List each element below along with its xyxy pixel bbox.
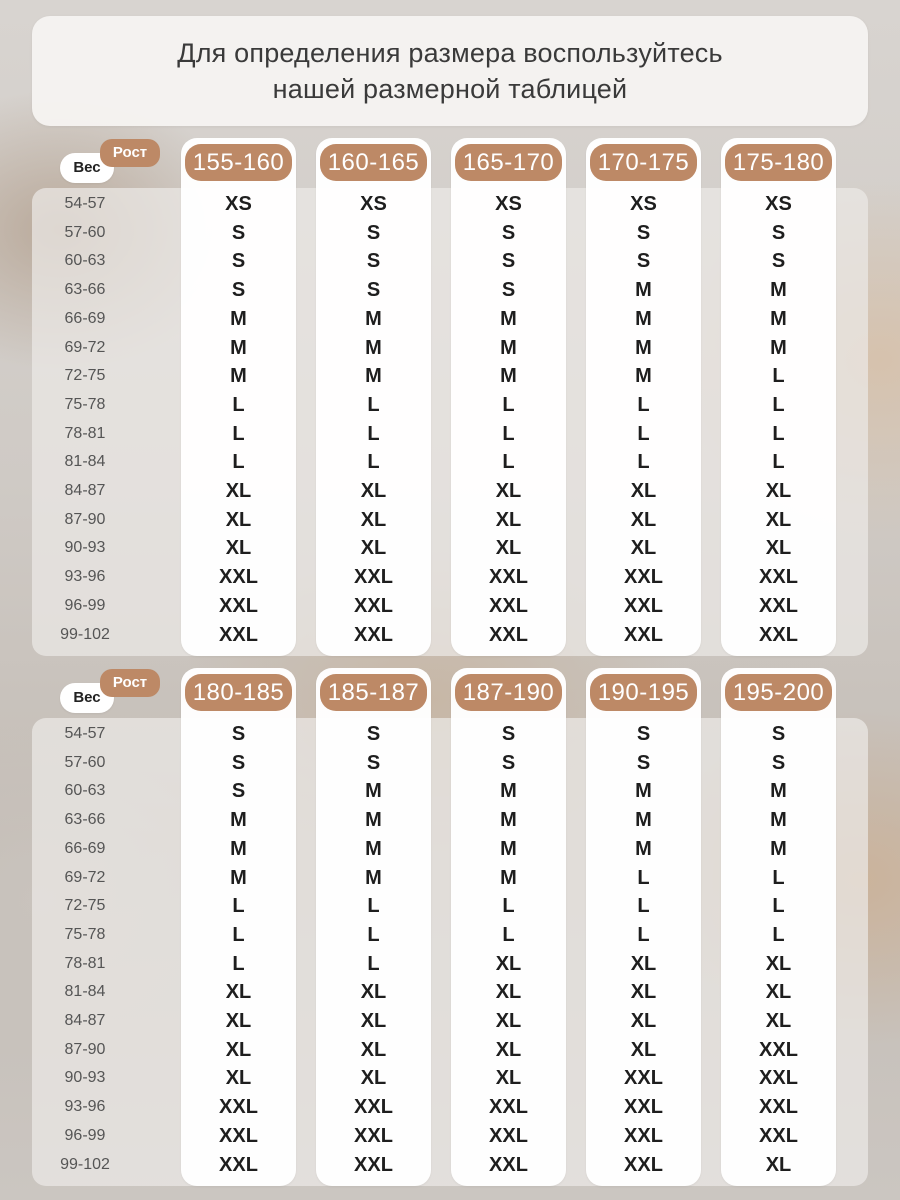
size-cell: S [366, 221, 381, 244]
size-cell: XXL [489, 566, 528, 589]
height-header-label: Рост [100, 669, 160, 697]
size-cell: L [637, 895, 650, 918]
size-cell: XXL [354, 1096, 393, 1119]
size-cell: S [771, 751, 786, 774]
size-column [586, 138, 701, 656]
size-cell: L [232, 923, 245, 946]
size-cell: L [232, 451, 245, 474]
weight-range-label: 93-96 [64, 568, 106, 586]
size-cell: XL [360, 1010, 387, 1032]
size-cell: S [501, 279, 516, 302]
weight-range-label: 75-78 [64, 925, 106, 943]
size-cell: L [637, 422, 650, 445]
size-cell: M [770, 809, 787, 832]
size-cell: XXL [624, 1067, 663, 1090]
size-cell: S [501, 250, 516, 273]
size-cell: XXL [759, 566, 798, 589]
weight-range-label: 84-87 [64, 1012, 106, 1029]
weight-header-label: Вес [60, 683, 114, 713]
size-column [316, 138, 431, 656]
weight-range-label: 72-75 [64, 897, 106, 915]
height-range-pill: 170-175 [590, 144, 697, 181]
size-cell: XL [630, 480, 657, 502]
size-cell: XL [630, 981, 657, 1004]
page-title [177, 35, 723, 107]
size-cell: XL [225, 480, 252, 502]
weight-range-label: 72-75 [64, 367, 106, 385]
size-cell: XL [630, 952, 657, 975]
size-cell: L [232, 952, 245, 975]
size-cell: M [365, 336, 382, 359]
size-cell: L [502, 422, 515, 445]
size-cell: S [771, 250, 786, 273]
size-cell: L [772, 895, 785, 918]
size-cell: XL [765, 480, 792, 502]
size-cell: XS [360, 193, 387, 215]
size-cell: M [500, 307, 517, 330]
weight-range-label: 66-69 [64, 839, 106, 857]
weight-range-label: 69-72 [64, 338, 106, 356]
size-cell: XS [630, 193, 657, 215]
size-cell: XL [225, 1038, 252, 1061]
size-cell: XL [495, 1010, 522, 1032]
size-cell: M [770, 837, 787, 860]
weight-range-label: 69-72 [64, 868, 106, 886]
size-cell: XL [360, 508, 387, 531]
size-cell: XL [225, 508, 252, 531]
weight-range-label: 78-81 [64, 954, 106, 972]
size-cell: XXL [759, 1096, 798, 1119]
weight-range-label: 54-57 [64, 725, 106, 742]
size-cell: XL [765, 952, 792, 975]
height-range-pill: 187-190 [455, 674, 562, 711]
size-cell: M [365, 780, 382, 803]
size-cell: XXL [354, 1153, 393, 1176]
size-cell: XL [765, 1153, 792, 1176]
size-cell: S [231, 279, 246, 302]
size-cell: M [635, 365, 652, 388]
size-cell: XL [225, 1067, 252, 1090]
size-cell: XL [495, 981, 522, 1004]
size-cell: S [771, 723, 786, 745]
weight-range-label: 81-84 [64, 453, 106, 471]
size-cell: XL [495, 1067, 522, 1090]
size-cell: S [231, 250, 246, 273]
size-column [451, 138, 566, 656]
size-cell: L [367, 952, 380, 975]
size-cell: L [772, 422, 785, 445]
weight-range-label: 75-78 [64, 395, 106, 413]
size-cell: XL [630, 1010, 657, 1032]
size-cell: XXL [759, 594, 798, 617]
size-cell: XL [630, 1038, 657, 1061]
size-cell: XL [765, 1010, 792, 1032]
size-cell: XXL [219, 566, 258, 589]
size-cell: M [500, 866, 517, 889]
weight-range-label: 57-60 [64, 223, 106, 241]
size-cell: L [772, 393, 785, 416]
size-cell: M [365, 307, 382, 330]
weight-range-label: 78-81 [64, 424, 106, 442]
size-cell: XL [630, 537, 657, 560]
size-cell: XL [360, 1038, 387, 1061]
size-cell: L [637, 451, 650, 474]
size-cell: XXL [489, 1096, 528, 1119]
size-cell: M [500, 809, 517, 832]
size-cell: XL [630, 508, 657, 531]
size-cell: XXL [489, 1153, 528, 1176]
size-cell: XXL [354, 594, 393, 617]
size-cell: XL [225, 537, 252, 560]
size-cell: M [230, 866, 247, 889]
size-column [181, 138, 296, 656]
size-cell: XXL [624, 1153, 663, 1176]
size-cell: S [636, 250, 651, 273]
weight-range-label: 60-63 [64, 782, 106, 800]
weight-range-label: 63-66 [64, 281, 106, 299]
size-cell: S [231, 780, 246, 803]
size-cell: XXL [219, 1153, 258, 1176]
size-cell: S [501, 751, 516, 774]
size-cell: XXL [354, 623, 393, 646]
size-cell: XL [225, 981, 252, 1004]
weight-range-label: 99-102 [60, 625, 110, 643]
size-column [316, 668, 431, 1186]
size-cell: M [770, 307, 787, 330]
size-cell: M [770, 279, 787, 302]
size-cell: XXL [219, 1124, 258, 1147]
size-cell: XXL [759, 1067, 798, 1090]
size-column [451, 668, 566, 1186]
height-range-pill: 185-187 [320, 674, 427, 711]
size-cell: L [637, 923, 650, 946]
size-cell: L [367, 451, 380, 474]
size-cell: S [771, 221, 786, 244]
height-range-pill: 175-180 [725, 144, 832, 181]
size-cell: XXL [489, 594, 528, 617]
size-cell: L [637, 866, 650, 889]
size-cell: S [366, 751, 381, 774]
size-cell: M [500, 780, 517, 803]
size-cell: S [366, 723, 381, 745]
size-cell: M [635, 307, 652, 330]
size-cell: M [500, 837, 517, 860]
weight-range-label: 66-69 [64, 309, 106, 327]
size-cell: M [770, 336, 787, 359]
weight-range-label: 90-93 [64, 539, 106, 557]
weight-range-label: 81-84 [64, 983, 106, 1001]
size-cell: S [636, 751, 651, 774]
size-cell: XXL [219, 1096, 258, 1119]
size-cell: XL [360, 981, 387, 1004]
size-cell: M [230, 809, 247, 832]
size-cell: L [772, 451, 785, 474]
size-cell: XL [495, 508, 522, 531]
weight-range-label: 93-96 [64, 1098, 106, 1116]
size-cell: S [366, 279, 381, 302]
size-cell: XXL [624, 594, 663, 617]
size-cell: L [502, 451, 515, 474]
size-cell: S [501, 723, 516, 745]
size-cell: L [502, 923, 515, 946]
size-cell: L [637, 393, 650, 416]
size-cell: S [636, 723, 651, 745]
size-cell: M [230, 837, 247, 860]
size-cell: S [231, 751, 246, 774]
size-cell: M [635, 837, 652, 860]
size-cell: M [365, 365, 382, 388]
size-cell: XL [225, 1010, 252, 1032]
size-cell: M [230, 336, 247, 359]
weight-range-label: 87-90 [64, 1040, 106, 1058]
size-cell: L [367, 393, 380, 416]
size-cell: XXL [354, 566, 393, 589]
size-cell: M [635, 336, 652, 359]
size-table-1 [0, 138, 900, 656]
size-cell: XXL [624, 1124, 663, 1147]
size-cell: M [635, 809, 652, 832]
size-cell: L [502, 393, 515, 416]
size-cell: XS [495, 193, 522, 215]
height-header-label: Рост [100, 139, 160, 167]
size-cell: L [772, 365, 785, 388]
size-cell: XL [765, 508, 792, 531]
title-card [32, 16, 868, 126]
size-cell: XXL [219, 623, 258, 646]
title-line-2: нашей размерной таблицей [272, 74, 628, 104]
size-cell: XXL [354, 1124, 393, 1147]
size-cell: S [501, 221, 516, 244]
size-cell: L [502, 895, 515, 918]
size-cell: XXL [489, 1124, 528, 1147]
size-cell: XL [495, 1038, 522, 1061]
size-cell: XL [495, 952, 522, 975]
size-cell: XS [225, 193, 252, 215]
size-cell: XL [360, 1067, 387, 1090]
size-cell: L [367, 895, 380, 918]
size-cell: S [636, 221, 651, 244]
size-cell: M [365, 809, 382, 832]
size-cell: S [366, 250, 381, 273]
title-line-1: Для определения размера воспользуйтесь [177, 38, 723, 68]
size-cell: XXL [759, 1124, 798, 1147]
weight-range-label: 87-90 [64, 510, 106, 528]
size-cell: M [635, 279, 652, 302]
weight-range-label: 54-57 [64, 195, 106, 212]
size-column [586, 668, 701, 1186]
size-cell: XXL [624, 566, 663, 589]
size-cell: XXL [624, 1096, 663, 1119]
size-cell: XL [765, 981, 792, 1004]
size-cell: M [500, 365, 517, 388]
size-cell: L [232, 393, 245, 416]
size-cell: XXL [759, 623, 798, 646]
size-cell: M [770, 780, 787, 803]
height-range-pill: 160-165 [320, 144, 427, 181]
size-cell: M [365, 837, 382, 860]
weight-range-label: 96-99 [64, 596, 106, 614]
size-cell: XXL [219, 594, 258, 617]
weight-range-label: 96-99 [64, 1126, 106, 1144]
size-cell: L [232, 422, 245, 445]
weight-range-label: 84-87 [64, 482, 106, 499]
weight-range-label: 57-60 [64, 753, 106, 771]
size-cell: M [500, 336, 517, 359]
size-table-2 [0, 668, 900, 1186]
size-cell: S [231, 723, 246, 745]
size-cell: L [232, 895, 245, 918]
weight-range-label: 60-63 [64, 252, 106, 270]
height-range-pill: 190-195 [590, 674, 697, 711]
weight-range-label: 90-93 [64, 1069, 106, 1087]
size-column [721, 138, 836, 656]
weight-range-label: 99-102 [60, 1155, 110, 1173]
size-cell: L [367, 422, 380, 445]
size-cell: M [230, 365, 247, 388]
size-cell: XL [495, 480, 522, 502]
size-cell: M [365, 866, 382, 889]
height-range-pill: 195-200 [725, 674, 832, 711]
size-cell: XS [765, 193, 792, 215]
size-cell: XL [765, 537, 792, 560]
size-cell: XL [360, 537, 387, 560]
size-cell: XXL [489, 623, 528, 646]
size-cell: L [367, 923, 380, 946]
height-range-pill: 165-170 [455, 144, 562, 181]
size-cell: M [230, 307, 247, 330]
height-range-pill: 180-185 [185, 674, 292, 711]
size-column [721, 668, 836, 1186]
size-cell: XXL [624, 623, 663, 646]
size-cell: L [772, 866, 785, 889]
weight-range-label: 63-66 [64, 811, 106, 829]
size-cell: S [231, 221, 246, 244]
weight-header-label: Вес [60, 153, 114, 183]
size-cell: XL [495, 537, 522, 560]
size-cell: M [635, 780, 652, 803]
size-cell: L [772, 923, 785, 946]
size-column [181, 668, 296, 1186]
size-cell: XXL [759, 1038, 798, 1061]
height-range-pill: 155-160 [185, 144, 292, 181]
size-cell: XL [360, 480, 387, 502]
